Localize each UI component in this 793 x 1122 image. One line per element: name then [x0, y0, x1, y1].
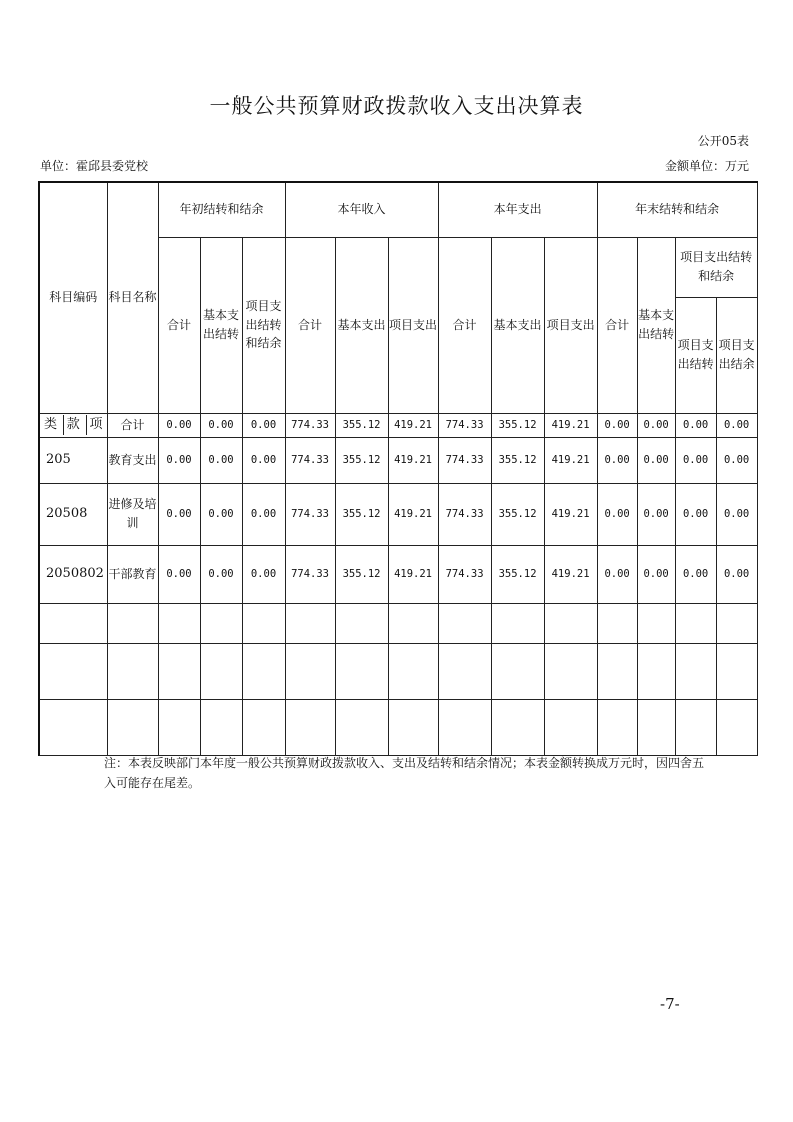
- cell: 0.00: [597, 545, 637, 603]
- cell: 774.33: [285, 545, 335, 603]
- header-end-balance: 年末结转和结余: [597, 182, 757, 237]
- header-income-basic: 基本支出: [335, 237, 388, 413]
- level-item-label: 项: [89, 416, 103, 432]
- header-begin-total: 合计: [158, 237, 200, 413]
- cell: 0.00: [200, 437, 242, 483]
- header-row-1: [39, 182, 757, 237]
- cell: 419.21: [388, 483, 438, 545]
- cell: 419.21: [544, 545, 597, 603]
- cell: 0.00: [200, 483, 242, 545]
- cell: 0.00: [200, 545, 242, 603]
- cell: 0.00: [242, 413, 285, 437]
- cell: 0.00: [675, 483, 716, 545]
- footnote: 注：本表反映部门本年度一般公共预算财政拨款收入、支出及结转和结余情况；本表金额转换成万元时，因四舍五入可能存在尾差。: [104, 756, 705, 790]
- cell: 0.00: [675, 545, 716, 603]
- level-section-label: 款: [67, 415, 87, 435]
- cell: 0.00: [597, 483, 637, 545]
- row-code: 205: [39, 437, 107, 483]
- cell: 355.12: [335, 437, 388, 483]
- header-begin-project: 项目支出结转和结余: [242, 237, 285, 413]
- cell: 355.12: [335, 545, 388, 603]
- cell: 355.12: [491, 413, 544, 437]
- cell: 0.00: [158, 545, 200, 603]
- row-code: 20508: [39, 483, 107, 545]
- cell: 0.00: [637, 545, 675, 603]
- empty-row: [39, 643, 757, 699]
- cell: 0.00: [158, 437, 200, 483]
- cell: 774.33: [438, 413, 491, 437]
- row-code: 2050802: [39, 545, 107, 603]
- header-end-project-transfer: 项目支出结转: [675, 297, 716, 413]
- cell: 0.00: [716, 545, 757, 603]
- empty-row: [39, 699, 757, 755]
- cell: 0.00: [242, 545, 285, 603]
- cell: 0.00: [716, 483, 757, 545]
- header-expense-total: 合计: [438, 237, 491, 413]
- header-income-total: 合计: [285, 237, 335, 413]
- budget-table: [38, 181, 758, 756]
- cell: 419.21: [544, 437, 597, 483]
- header-end-project: 项目支出结转和结余: [675, 237, 757, 297]
- cell: 774.33: [285, 413, 335, 437]
- table-row: [39, 483, 757, 545]
- header-annual-income: 本年收入: [285, 182, 438, 237]
- header-begin-basic: 基本支出结转: [200, 237, 242, 413]
- cell: 0.00: [597, 437, 637, 483]
- cell: 355.12: [491, 545, 544, 603]
- cell: 419.21: [388, 413, 438, 437]
- table-row-total: [39, 413, 757, 437]
- cell: 355.12: [335, 413, 388, 437]
- cell: 774.33: [438, 437, 491, 483]
- header-expense-basic: 基本支出: [491, 237, 544, 413]
- row-name: 干部教育: [107, 545, 158, 603]
- cell: 0.00: [675, 413, 716, 437]
- header-end-basic: 基本支出结转: [637, 237, 675, 413]
- cell: 0.00: [637, 413, 675, 437]
- cell: 0.00: [158, 483, 200, 545]
- cell: 0.00: [242, 483, 285, 545]
- page-number: -7-: [660, 995, 680, 1013]
- row-name: 合计: [107, 413, 158, 437]
- cell: 419.21: [388, 437, 438, 483]
- cell: 0.00: [158, 413, 200, 437]
- cell: 0.00: [637, 483, 675, 545]
- level-class-label: 类: [44, 415, 64, 435]
- cell: 774.33: [438, 483, 491, 545]
- header-end-project-balance: 项目支出结余: [716, 297, 757, 413]
- cell: 774.33: [285, 483, 335, 545]
- header-annual-expense: 本年支出: [438, 182, 597, 237]
- cell: 774.33: [438, 545, 491, 603]
- reporting-unit: 单位：霍邱县委党校: [40, 159, 149, 173]
- row-name: 教育支出: [107, 437, 158, 483]
- amount-unit: 金额单位：万元: [664, 159, 749, 173]
- cell: 419.21: [544, 413, 597, 437]
- header-end-total: 合计: [597, 237, 637, 413]
- row-name: 进修及培训: [107, 483, 158, 545]
- header-expense-project: 项目支出: [544, 237, 597, 413]
- header-subject-name: 科目名称: [107, 182, 158, 413]
- cell: 0.00: [242, 437, 285, 483]
- cell: 774.33: [285, 437, 335, 483]
- header-income-project: 项目支出: [388, 237, 438, 413]
- cell: 0.00: [716, 413, 757, 437]
- cell: 0.00: [200, 413, 242, 437]
- cell: 0.00: [675, 437, 716, 483]
- cell: 419.21: [544, 483, 597, 545]
- table-row: [39, 545, 757, 603]
- header-begin-balance: 年初结转和结余: [158, 182, 285, 237]
- cell: 355.12: [491, 437, 544, 483]
- level-labels: [39, 413, 107, 437]
- table-row: [39, 437, 757, 483]
- cell: 0.00: [597, 413, 637, 437]
- cell: 355.12: [491, 483, 544, 545]
- cell: 0.00: [637, 437, 675, 483]
- empty-row: [39, 603, 757, 643]
- page-title: 一般公共预算财政拨款收入支出决算表: [209, 94, 584, 118]
- header-subject-code: 科目编码: [39, 182, 107, 413]
- form-number: 公开05表: [697, 134, 749, 148]
- cell: 0.00: [716, 437, 757, 483]
- cell: 419.21: [388, 545, 438, 603]
- cell: 355.12: [335, 483, 388, 545]
